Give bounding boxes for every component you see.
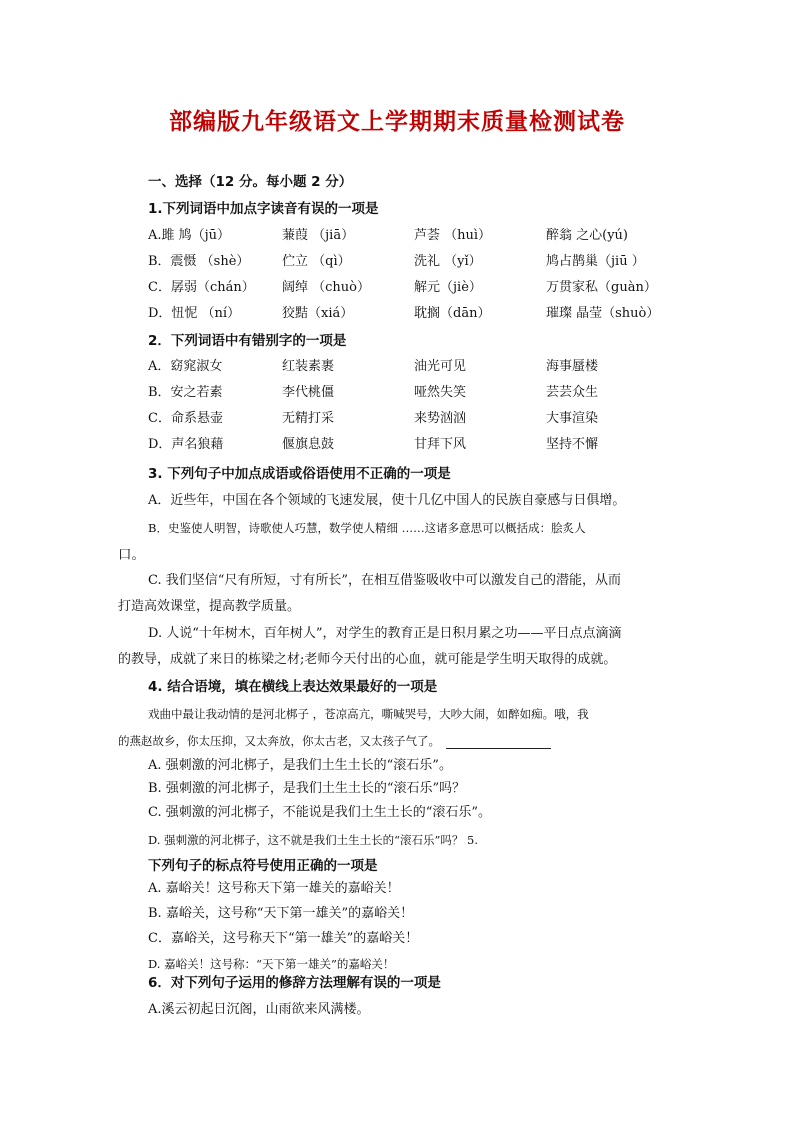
q2-option-c-1: C．命系悬壶: [148, 411, 223, 426]
question-2-stem: 2．下列词语中有错别字的一项是: [148, 333, 347, 349]
q2-option-b-1: B．安之若素: [148, 385, 223, 400]
q3-option-d-line2: 的教导，成就了来日的栋梁之材;老师今天付出的心血，就可能是学生明天取得的成就。: [118, 652, 617, 667]
q5-option-c: C．嘉峪关，这号称天下“第一雄关”的嘉峪关！: [148, 931, 419, 946]
q3-option-c-line2: 打造高效课堂，提高教学质量。: [118, 599, 301, 614]
q1-option-d-1: D．忸怩 （ní）: [148, 306, 241, 321]
q1-option-c-3: 解元（jiè）: [414, 280, 482, 295]
q4-passage-line1: 戏曲中最让我动情的是河北梆子 ，苍凉高亢，嘶喊哭号，大吵大闹，如醉如痴。哦，我: [148, 707, 589, 721]
q1-option-b-4: 鸠占鹊巢（jiū ）: [546, 254, 645, 269]
q2-option-a-1: A．窈窕淑女: [148, 359, 223, 374]
q3-option-a: A．近些年，中国在各个领域的飞速发展，使十几亿中国人的民族自豪感与日俱增。: [148, 493, 626, 508]
q2-option-d-2: 偃旗息鼓: [282, 437, 335, 452]
q3-option-b-line2: 口。: [118, 547, 145, 563]
q1-option-b-1: B．震慑 （shè）: [148, 254, 250, 269]
q1-option-b-2: 伫立 （qì）: [282, 254, 351, 269]
q1-option-a-4: 醉翁 之心(yú): [546, 228, 628, 243]
q5-option-b: B. 嘉峪关，这号称“天下第一雄关”的嘉峪关！: [148, 906, 414, 921]
q2-option-d-4: 坚持不懈: [546, 437, 599, 452]
q2-option-b-3: 哑然失笑: [414, 385, 467, 400]
q1-option-c-1: C．孱弱（chán）: [148, 280, 255, 295]
q2-option-b-4: 芸芸众生: [546, 385, 599, 400]
question-4-stem: 4. 结合语境，填在横线上表达效果最好的一项是: [148, 679, 438, 695]
q5-option-a: A. 嘉峪关！这号称天下第一雄关的嘉峪关！: [148, 881, 400, 896]
q6-option-a: A.溪云初起日沉阁，山雨欲来风满楼。: [148, 1002, 370, 1017]
q1-option-c-2: 阔绰 （chuò）: [282, 280, 370, 295]
q2-option-a-4: 海事蜃楼: [546, 359, 599, 374]
q1-option-b-3: 洗礼 （yǐ）: [414, 254, 482, 269]
q1-option-a-2: 蒹葭 （jiā）: [282, 228, 355, 243]
q2-option-d-1: D．声名狼藉: [148, 437, 224, 452]
q2-option-a-3: 油光可见: [414, 359, 467, 374]
q4-option-c: C. 强刺激的河北梆子，不能说是我们土生土长的“滚石乐”。: [148, 805, 492, 820]
question-6-stem: 6．对下列句子运用的修辞方法理解有误的一项是: [148, 975, 441, 991]
q1-option-c-4: 万贯家私（guàn）: [546, 280, 657, 295]
q1-option-d-4: 璀璨 晶莹（shuò）: [546, 306, 660, 321]
section-heading: 一、选择（12 分。每小题 2 分）: [148, 174, 353, 190]
question-5-stem: 下列句子的标点符号使用正确的一项是: [148, 858, 378, 874]
q2-option-d-3: 甘拜下风: [414, 437, 467, 452]
q2-option-c-3: 来势汹汹: [414, 411, 467, 426]
q2-option-b-2: 李代桃僵: [282, 385, 335, 400]
q4-option-d: D. 强刺激的河北梆子，这不就是我们土生土长的“滚石乐”吗？ 5.: [148, 833, 479, 847]
question-1-stem: 1.下列词语中加点字读音有误的一项是: [148, 201, 379, 217]
answer-blank: [446, 736, 551, 749]
question-3-stem: 3. 下列句子中加点成语或俗语使用不正确的一项是: [148, 466, 451, 482]
q2-option-a-2: 红装素裹: [282, 359, 335, 374]
q4-passage-text: 的燕赵故乡，你太压抑，又太奔放，你太古老，又太孩子气了。: [118, 734, 440, 748]
q1-option-a-1: A.雎 鸠（jū）: [148, 228, 231, 243]
q3-option-d-line1: D. 人说“十年树木，百年树人”，对学生的教育正是日积月累之功——平日点点滴滴: [148, 626, 622, 641]
q4-option-a: A. 强刺激的河北梆子，是我们土生土长的“滚石乐”。: [148, 758, 452, 773]
q1-option-a-3: 芦荟 （huì）: [414, 228, 492, 243]
q5-option-d: D. 嘉峪关！这号称：“天下第一雄关”的嘉峪关！: [148, 957, 395, 971]
q4-option-b: B. 强刺激的河北梆子，是我们土生土长的“滚石乐”吗？: [148, 781, 466, 796]
q3-option-b-line1: B．史鉴使人明智，诗歌使人巧慧，数学使人精细 ……这诸多意思可以概括成：脍炙人: [148, 521, 586, 535]
q2-option-c-2: 无精打采: [282, 411, 335, 426]
q2-option-c-4: 大事渲染: [546, 411, 599, 426]
q4-passage-line2: [118, 732, 551, 750]
q3-option-c-line1: C. 我们坚信“尺有所短，寸有所长”，在相互借鉴吸收中可以激发自己的潜能，从而: [148, 573, 622, 588]
q1-option-d-2: 狡黠（xiá）: [282, 306, 354, 321]
page-title: 部编版九年级语文上学期期末质量检测试卷: [169, 109, 625, 135]
q1-option-d-3: 耽搁（dān）: [414, 306, 491, 321]
